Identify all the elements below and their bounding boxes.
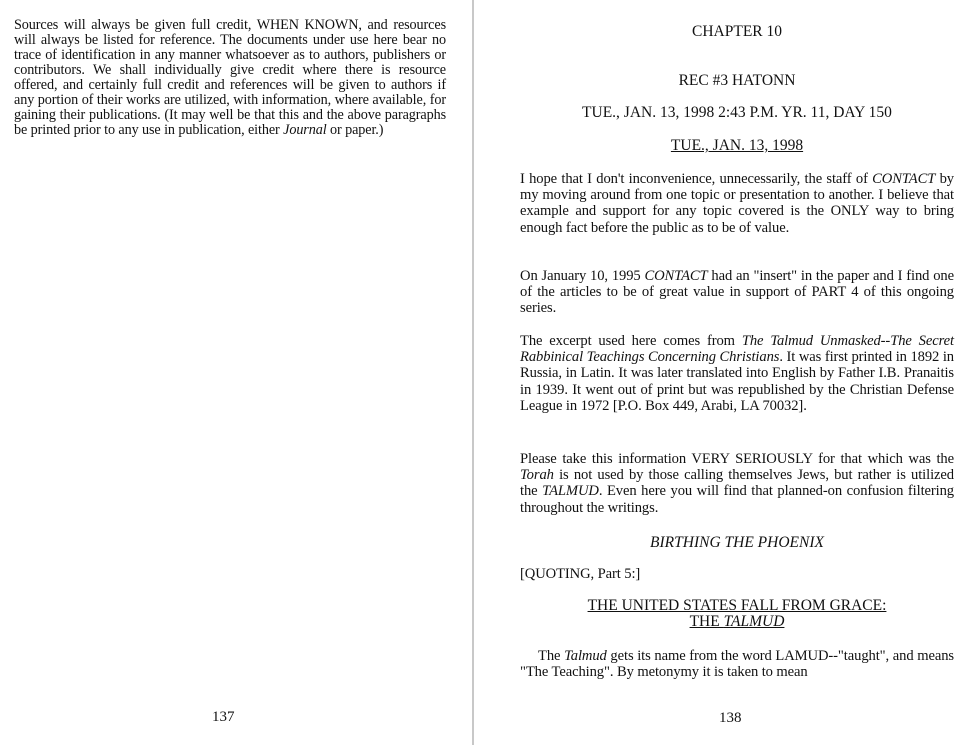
article-title	[520, 598, 954, 630]
text-run: by my moving around from one topic or presentation to another. I believe that example and support for any topic covered is the ONLY way to bring enough fact before the public as to be of value.	[520, 171, 954, 236]
left-page-paragraph	[14, 18, 446, 138]
text-run: The	[538, 648, 565, 664]
title-line-1: THE UNITED STATES FALL FROM GRACE:	[587, 597, 887, 614]
paragraph-1	[520, 171, 954, 236]
text-run: is not used by those calling themselves Jews, but rather is utilized the	[520, 467, 954, 500]
text-run: . Even here you will find that planned-on confusion filtering throughout the writings.	[520, 483, 955, 516]
text-run: gets its name from the word LAMUD--"taught", and means "The Teaching". By metonymy it is taken to mean	[520, 648, 954, 681]
page-number-left: 137	[212, 709, 235, 725]
italic-run: Torah	[520, 467, 554, 484]
recording-heading: REC #3 HATONN	[678, 72, 796, 89]
text-run: The excerpt used here comes from	[520, 333, 742, 349]
text-run: I hope that I don't inconvenience, unnecessarily, the staff of	[520, 171, 873, 187]
quoting-line: [QUOTING, Part 5:]	[520, 566, 641, 582]
italic-run: Talmud	[564, 648, 607, 664]
text-run: . It was first printed in 1892 in Russia, in Latin. It was later translated into English by Father I.B. Pranaitis in 1939. It went out of print but was republished by the Christian Defense League in 1972 [P.O. Box 449, Arabi, LA 70032].	[520, 349, 955, 414]
chapter-heading: CHAPTER 10	[692, 23, 782, 40]
text-run: THE	[689, 613, 724, 630]
section-heading: BIRTHING THE PHOENIX	[650, 534, 824, 551]
paragraph-2	[520, 268, 954, 317]
date-heading: TUE., JAN. 13, 1998 2:43 P.M. YR. 11, DAY 150	[582, 104, 892, 121]
italic-run: The Talmud Unmasked--The Secret Rabbinical Teachings Concerning Christians	[520, 333, 955, 366]
paragraph-4	[520, 451, 954, 516]
text-run: had an "insert" in the paper and I find one of the articles to be of great value in support of PART 4 of this ongoing series.	[520, 268, 954, 317]
text-run: Please take this information VERY SERIOUSLY for that which was the	[520, 451, 954, 467]
title-line-2	[690, 613, 785, 630]
italic-run: Journal	[283, 122, 327, 138]
text-run: or paper.)	[326, 122, 384, 138]
italic-run: TALMUD	[542, 483, 599, 500]
text-run: On January 10, 1995	[520, 268, 645, 284]
date-subheading: TUE., JAN. 13, 1998	[670, 137, 804, 154]
italic-run: CONTACT	[872, 171, 936, 187]
italic-run: CONTACT	[644, 268, 708, 284]
italic-run: TALMUD	[723, 613, 785, 630]
paragraph-5	[520, 648, 954, 680]
paragraph-3	[520, 333, 954, 414]
right-page	[487, 0, 978, 745]
page-gutter	[472, 0, 474, 745]
left-page	[0, 0, 486, 745]
page-number-right: 138	[719, 710, 742, 726]
text-run: Sources will always be given full credit, WHEN KNOWN, and resources will always be listed for reference. The documents under use here bear no trace of identification in any manner whatsoever as to authors, publishers or contributors. We shall individually give credit where there is resource offered, and certainly full credit and references will be given to authors if any portion of their works are utilized, with information, where available, for gaining their publications. (It may well be that this and the above paragraphs be printed prior to any use in publication, either	[14, 17, 446, 138]
